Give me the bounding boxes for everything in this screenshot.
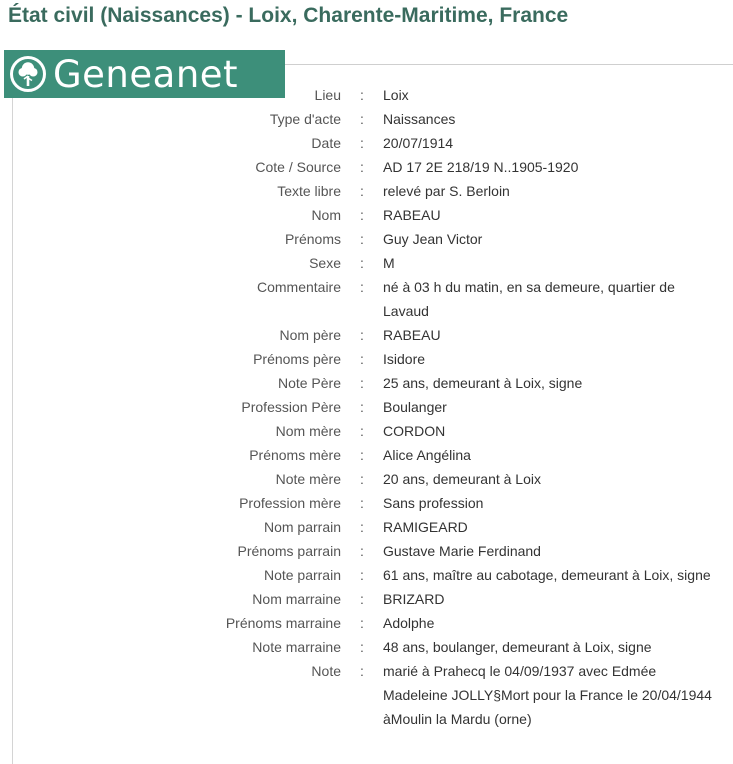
field-value: Guy Jean Victor xyxy=(383,231,483,247)
field-value: BRIZARD xyxy=(383,591,445,607)
field-separator: : xyxy=(360,87,364,103)
field-label: Texte libre xyxy=(277,183,341,199)
field-row-note xyxy=(0,659,733,731)
field-row-date xyxy=(0,131,733,155)
field-label: Prénoms parrain xyxy=(237,543,341,559)
field-separator: : xyxy=(360,351,364,367)
field-row-prenoms-marraine xyxy=(0,611,733,635)
logo-wordmark: Geneanet xyxy=(53,52,239,96)
field-row-cote-source xyxy=(0,155,733,179)
field-value: RABEAU xyxy=(383,327,441,343)
field-separator: : xyxy=(360,615,364,631)
field-separator: : xyxy=(360,207,364,223)
field-label: Note Père xyxy=(277,375,341,391)
field-row-nom-marraine xyxy=(0,587,733,611)
field-label: Prénoms marraine xyxy=(225,615,341,631)
field-label: Prénoms mère xyxy=(249,447,341,463)
field-row-prenoms-pere xyxy=(0,347,733,371)
field-value: relevé par S. Berloin xyxy=(383,183,510,199)
field-label: Sexe xyxy=(309,255,341,271)
field-value: 48 ans, boulanger, demeurant à Loix, signe xyxy=(383,639,652,655)
field-separator: : xyxy=(360,255,364,271)
field-label: Profession mère xyxy=(239,495,341,511)
title-divider xyxy=(285,64,733,65)
field-separator: : xyxy=(360,159,364,175)
field-separator: : xyxy=(360,591,364,607)
field-label: Lieu xyxy=(314,87,341,103)
field-separator: : xyxy=(360,495,364,511)
field-label: Note xyxy=(311,663,341,679)
field-separator: : xyxy=(360,639,364,655)
field-value: Boulanger xyxy=(383,399,447,415)
field-separator: : xyxy=(360,231,364,247)
field-value: né à 03 h du matin, en sa demeure, quartier de Lavaud xyxy=(383,279,675,319)
field-row-note-marraine xyxy=(0,635,733,659)
field-row-nom xyxy=(0,203,733,227)
field-value: 25 ans, demeurant à Loix, signe xyxy=(383,375,583,391)
field-separator: : xyxy=(360,447,364,463)
field-separator: : xyxy=(360,471,364,487)
field-separator: : xyxy=(360,543,364,559)
field-value: Adolphe xyxy=(383,615,435,631)
field-value: Sans profession xyxy=(383,495,484,511)
field-value: RAMIGEARD xyxy=(383,519,468,535)
field-row-sexe xyxy=(0,251,733,275)
field-separator: : xyxy=(360,183,364,199)
field-row-note-mere xyxy=(0,467,733,491)
field-value: 20 ans, demeurant à Loix xyxy=(383,471,541,487)
field-value: Alice Angélina xyxy=(383,447,471,463)
field-separator: : xyxy=(360,663,364,679)
field-separator: : xyxy=(360,375,364,391)
field-separator: : xyxy=(360,135,364,151)
field-separator: : xyxy=(360,423,364,439)
field-label: Prénoms père xyxy=(253,351,341,367)
field-row-prenoms-mere xyxy=(0,443,733,467)
field-row-note-parrain xyxy=(0,563,733,587)
field-label: Note mère xyxy=(275,471,341,487)
field-separator: : xyxy=(360,279,364,295)
page-title: État civil (Naissances) - Loix, Charente-Maritime, France xyxy=(8,4,569,27)
record-details xyxy=(0,83,733,731)
field-label: Nom marraine xyxy=(252,591,341,607)
field-label: Type d'acte xyxy=(269,111,341,127)
field-row-profession-mere xyxy=(0,491,733,515)
field-label: Prénoms xyxy=(284,231,341,247)
field-label: Note parrain xyxy=(263,567,341,583)
field-row-texte-libre xyxy=(0,179,733,203)
field-value: Gustave Marie Ferdinand xyxy=(383,543,541,559)
field-separator: : xyxy=(360,111,364,127)
field-label: Nom mère xyxy=(275,423,341,439)
field-row-profession-pere xyxy=(0,395,733,419)
field-label: Note marraine xyxy=(252,639,341,655)
field-row-prenoms-parrain xyxy=(0,539,733,563)
field-row-note-pere xyxy=(0,371,733,395)
field-value: Isidore xyxy=(383,351,426,367)
field-row-type-acte xyxy=(0,107,733,131)
field-row-lieu xyxy=(0,83,733,107)
field-row-nom-pere xyxy=(0,323,733,347)
field-value: 20/07/1914 xyxy=(383,135,454,151)
field-value: CORDON xyxy=(383,423,446,439)
field-value: marié à Prahecq le 04/09/1937 avec Edmée Madeleine JOLLY§Mort pour la France le 20/04/1944 àMoulin la Mardu (orne) xyxy=(383,663,712,727)
field-label: Nom xyxy=(311,207,341,223)
field-label: Nom père xyxy=(279,327,341,343)
field-separator: : xyxy=(360,519,364,535)
field-row-nom-parrain xyxy=(0,515,733,539)
field-row-commentaire xyxy=(0,275,733,323)
field-label: Commentaire xyxy=(256,279,341,295)
field-value: M xyxy=(383,255,395,271)
field-label: Profession Père xyxy=(241,399,341,415)
field-label: Nom parrain xyxy=(263,519,341,535)
field-row-nom-mere xyxy=(0,419,733,443)
field-separator: : xyxy=(360,327,364,343)
field-row-prenoms xyxy=(0,227,733,251)
field-label: Cote / Source xyxy=(255,159,341,175)
field-value: AD 17 2E 218/19 N..1905-1920 xyxy=(383,159,579,175)
field-value: Naissances xyxy=(383,111,456,127)
field-value: 61 ans, maître au cabotage, demeurant à Loix, signe xyxy=(383,567,711,583)
field-separator: : xyxy=(360,399,364,415)
field-value: Loix xyxy=(383,87,409,103)
field-label: Date xyxy=(311,135,341,151)
field-separator: : xyxy=(360,567,364,583)
field-value: RABEAU xyxy=(383,207,441,223)
